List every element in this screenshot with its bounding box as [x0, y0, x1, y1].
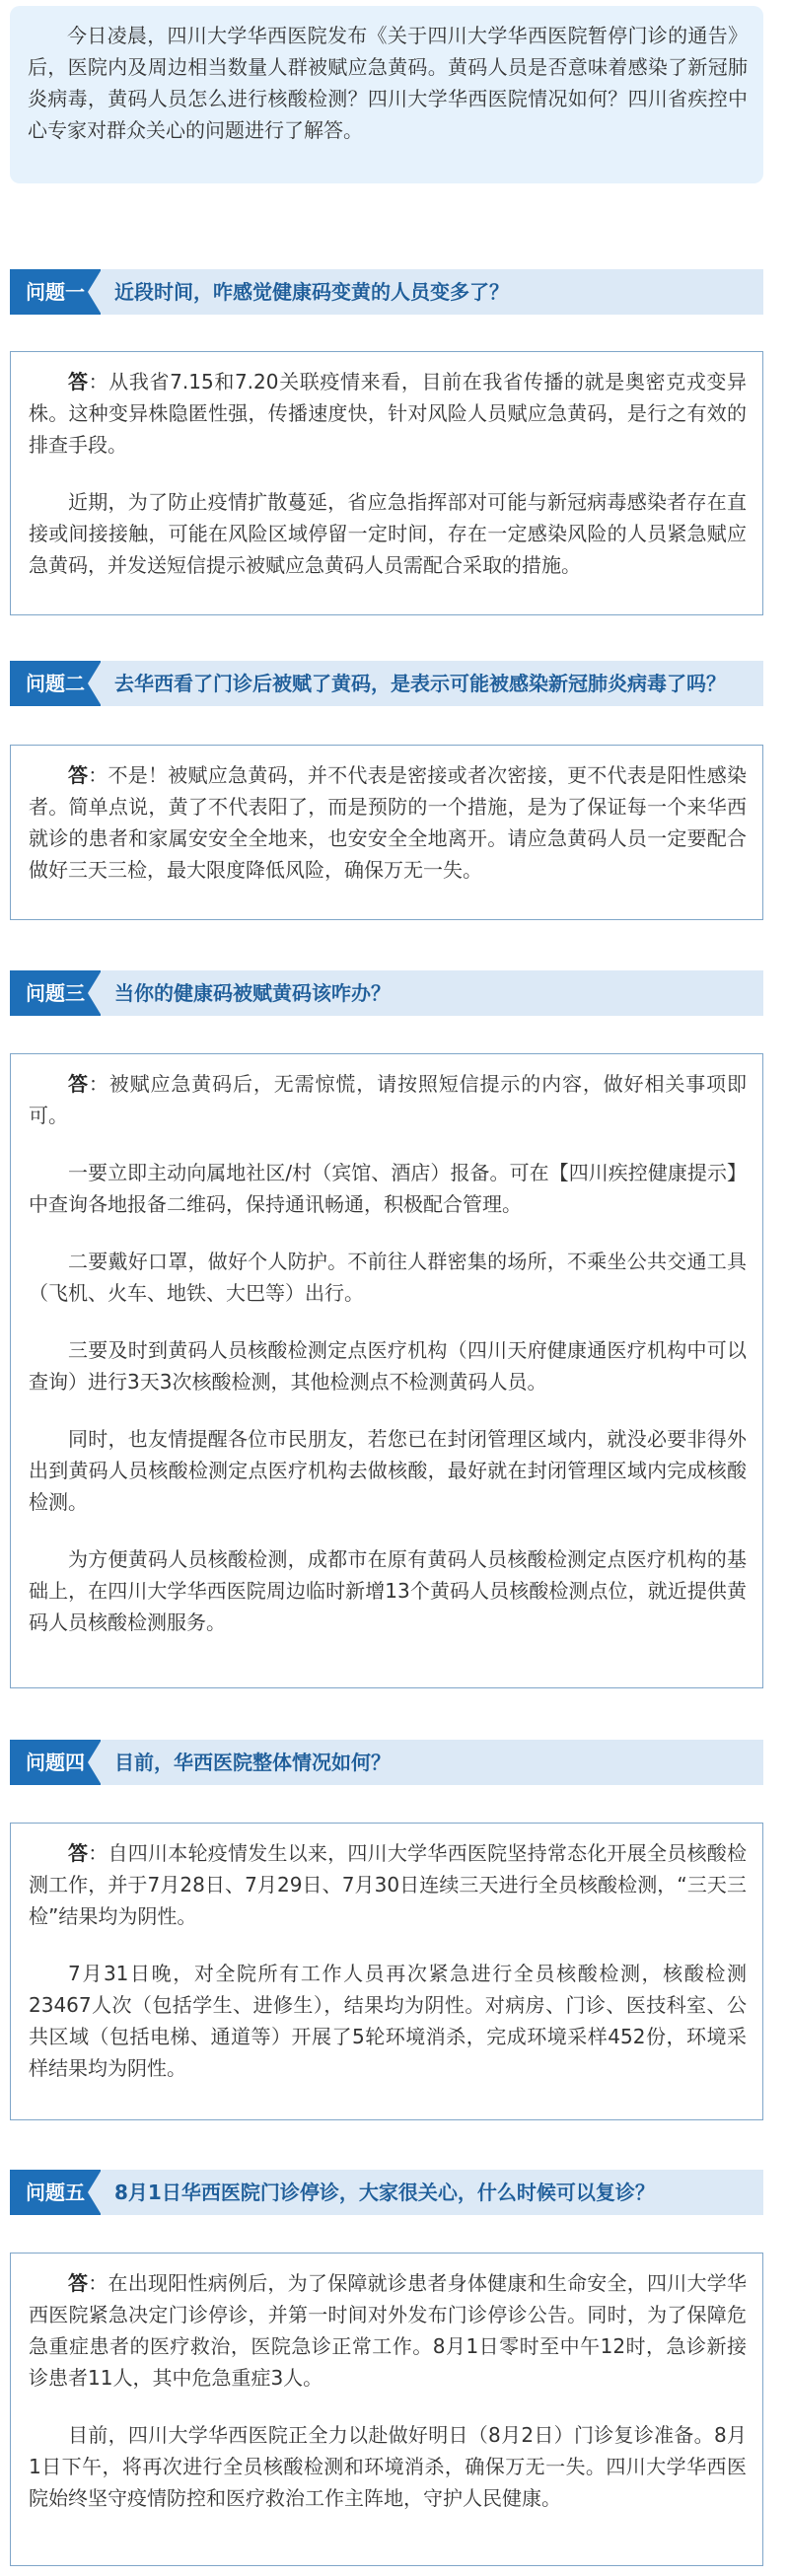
answer-4-paragraph [29, 1837, 747, 1932]
answer-1-paragraph-2: 近期，为了防止疫情扩散蔓延，省应急指挥部对可能与新冠病毒感染者存在直接或间接接触，可能在风险区域停留一定时间，存在一定感染风险的人员紧急赋应急黄码，并发送短信提示被赋应急黄码人员需配合采取的措施。 [29, 490, 747, 577]
question-4-tag: 问题四 [10, 1740, 101, 1785]
answer-4-box [10, 1823, 763, 2120]
question-2-text: 去华西看了门诊后被赋了黄码，是表示可能被感染新冠肺炎病毒了吗？ [114, 672, 726, 695]
answer-3-paragraph [29, 1068, 747, 1131]
question-1-text: 近段时间，咋感觉健康码变黄的人员变多了？ [114, 280, 509, 304]
answer-label: 答 [68, 2271, 89, 2295]
question-3-tag: 问题三 [10, 970, 101, 1016]
answer-3-paragraph-2: 一要立即主动向属地社区/村（宾馆、酒店）报备。可在【四川疾控健康提示】中查询各地报备二维码，保持通讯畅通，积极配合管理。 [29, 1161, 747, 1216]
answer-3-box [10, 1053, 763, 1688]
answer-label: 答 [68, 370, 89, 394]
question-5-header [10, 2170, 763, 2215]
answer-2-paragraph [29, 759, 747, 886]
answer-4-text: ：自四川本轮疫情发生以来，四川大学华西医院坚持常态化开展全员核酸检测工作，并于7月28日、7月29日、7月30日连续三天进行全员核酸检测，“三天三检”结果均为阴性。 [29, 1841, 748, 1928]
question-1-tag: 问题一 [10, 269, 101, 315]
answer-3-paragraph-4: 三要及时到黄码人员核酸检测定点医疗机构（四川天府健康通医疗机构中可以查询）进行3天3次核酸检测，其他检测点不检测黄码人员。 [29, 1338, 747, 1394]
question-5-text: 8月1日华西医院门诊停诊，大家很关心，什么时候可以复诊？ [114, 2181, 655, 2204]
answer-3-paragraph-5: 同时，也友情提醒各位市民朋友，若您已在封闭管理区域内，就没必要非得外出到黄码人员核酸检测定点医疗机构去做核酸，最好就在封闭管理区域内完成核酸检测。 [29, 1427, 747, 1514]
answer-5-text: ：在出现阳性病例后，为了保障就诊患者身体健康和生命安全，四川大学华西医院紧急决定门诊停诊，并第一时间对外发布门诊停诊公告。同时，为了保障危急重症患者的医疗救治，医院急诊正常工作。8月1日零时至中午12时，急诊新接诊患者11人，其中危急重症3人。 [29, 2271, 748, 2390]
question-3-text: 当你的健康码被赋黄码该咋办？ [114, 981, 391, 1005]
intro-text: 今日凌晨，四川大学华西医院发布《关于四川大学华西医院暂停门诊的通告》后，医院内及周边相当数量人群被赋应急黄码。黄码人员是否意味着感染了新冠肺炎病毒，黄码人员怎么进行核酸检测？四川大学华西医院情况如何？四川省疾控中心专家对群众关心的问题进行了解答。 [28, 24, 748, 142]
intro-box [10, 6, 763, 183]
answer-2-text: ：不是！被赋应急黄码，并不代表是密接或者次密接，更不代表是阳性感染者。简单点说，黄了不代表阳了，而是预防的一个措施，是为了保证每一个来华西就诊的患者和家属安安全全地来，也安安全全地离开。请应急黄码人员一定要配合做好三天三检，最大限度降低风险，确保万无一失。 [29, 763, 748, 882]
answer-4-paragraph-2: 7月31日晚，对全院所有工作人员再次紧急进行全员核酸检测，核酸检测23467人次（包括学生、进修生），结果均为阴性。对病房、门诊、医技科室、公共区域（包括电梯、通道等）开展了5轮环境消杀，完成环境采样452份，环境采样结果均为阴性。 [29, 1962, 747, 2080]
question-2-tag: 问题二 [10, 661, 101, 706]
answer-5-paragraph [29, 2267, 747, 2394]
question-5-tag: 问题五 [10, 2170, 101, 2215]
answer-label: 答 [68, 1841, 89, 1865]
question-4-text: 目前，华西医院整体情况如何？ [114, 1751, 391, 1774]
question-3-header [10, 970, 763, 1016]
question-4-header [10, 1740, 763, 1785]
answer-label: 答 [68, 763, 89, 787]
answer-3-paragraph-6: 为方便黄码人员核酸检测，成都市在原有黄码人员核酸检测定点医疗机构的基础上，在四川大学华西医院周边临时新增13个黄码人员核酸检测点位，就近提供黄码人员核酸检测服务。 [29, 1547, 747, 1634]
answer-label: 答 [68, 1072, 89, 1096]
answer-1-paragraph [29, 366, 747, 461]
answer-1-box [10, 351, 763, 615]
answer-1-text: ：从我省7.15和7.20关联疫情来看，目前在我省传播的就是奥密克戎变异株。这种变异株隐匿性强，传播速度快，针对风险人员赋应急黄码，是行之有效的排查手段。 [29, 370, 748, 457]
answer-3-paragraph-3: 二要戴好口罩，做好个人防护。不前往人群密集的场所，不乘坐公共交通工具（飞机、火车、地铁、大巴等）出行。 [29, 1250, 747, 1305]
question-1-header [10, 269, 763, 315]
question-2-header [10, 661, 763, 706]
answer-3-text: ：被赋应急黄码后，无需惊慌，请按照短信提示的内容，做好相关事项即可。 [29, 1072, 747, 1127]
answer-5-box [10, 2253, 763, 2566]
answer-2-box [10, 745, 763, 920]
answer-5-paragraph-2: 目前，四川大学华西医院正全力以赴做好明日（8月2日）门诊复诊准备。8月1日下午，将再次进行全员核酸检测和环境消杀，确保万无一失。四川大学华西医院始终坚守疫情防控和医疗救治工作主阵地，守护人民健康。 [29, 2423, 747, 2510]
